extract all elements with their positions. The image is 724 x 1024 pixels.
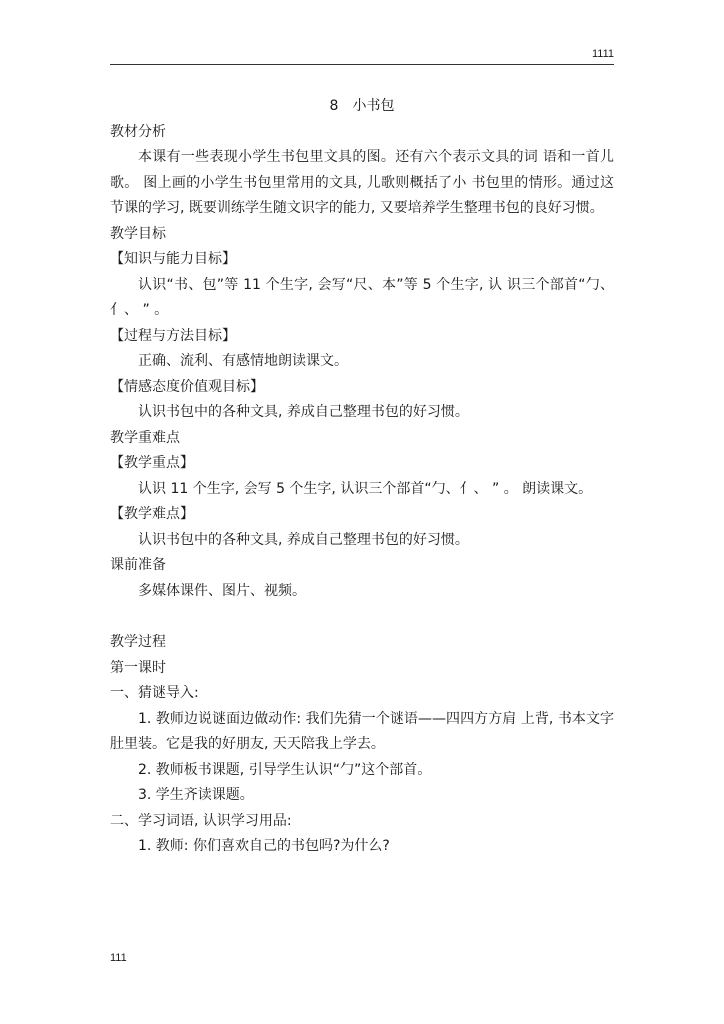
goal-text-emotion: 认识书包中的各种文具, 养成自己整理书包的好习惯。 [138, 404, 469, 420]
goal-text-knowledge: 认识“书、包”等 11 个生字, 会写“尺、本”等 5 个生字, 认 识三个部首“勹、亻、 ” 。 [110, 276, 614, 318]
spacer [110, 604, 614, 630]
preparation-text: 多媒体课件、图片、视频。 [138, 582, 306, 599]
footer-page-code: 111 [110, 952, 127, 964]
step-heading-1: 一、猜谜导入: [110, 685, 199, 701]
section-heading-preparation: 课前准备 [110, 557, 166, 573]
goal-heading-process: 【过程与方法目标】 [110, 327, 236, 344]
key-text-focus: 认识 11 个生字, 会写 5 个生字, 认识三个部首“勹、亻、 ” 。 朗读课文。 [138, 480, 593, 497]
header-divider [110, 64, 614, 65]
section-heading-analysis: 教材分析 [110, 123, 166, 140]
lesson-heading: 第一课时 [110, 659, 166, 676]
section-heading-process: 教学过程 [110, 634, 166, 650]
step-heading-2: 二、学习词语, 认识学习用品: [110, 812, 292, 829]
section-heading-key-points: 教学重难点 [110, 429, 180, 446]
key-heading-focus: 【教学重点】 [110, 455, 194, 471]
step1-item-2: 2. 教师板书课题, 引导学生认识“勹”这个部首。 [138, 761, 432, 778]
step2-item-1: 1. 教师: 你们喜欢自己的书包吗?为什么? [138, 838, 390, 854]
page-title: 8 小书包 [329, 98, 395, 114]
key-text-difficulty: 认识书包中的各种文具, 养成自己整理书包的好习惯。 [138, 531, 469, 548]
section-heading-goals: 教学目标 [110, 225, 166, 242]
header-page-code: 1111 [591, 48, 614, 60]
goal-text-process: 正确、流利、有感情地朗读课文。 [138, 353, 348, 369]
step1-item-3: 3. 学生齐读课题。 [138, 787, 254, 803]
document-body [110, 94, 614, 860]
step1-item-1: 1. 教师边说谜面边做动作: 我们先猜一个谜语——四四方方肩 上背, 书本文字肚里装。它是我的好朋友, 天天陪我上学去。 [110, 710, 614, 752]
analysis-paragraph: 本课有一些表现小学生书包里文具的图。还有六个表示文具的词 语和一首儿歌。 图上画的小学生书包里常用的文具, 儿歌则概括了小 书包里的情形。通过这节课的学习, 既要训练学生随文识字的能力, 又要培养学生整理书包的良好习惯。 [110, 149, 614, 216]
goal-heading-emotion: 【情感态度价值观目标】 [110, 378, 264, 395]
key-heading-difficulty: 【教学难点】 [110, 506, 194, 522]
goal-heading-knowledge: 【知识与能力目标】 [110, 251, 236, 267]
